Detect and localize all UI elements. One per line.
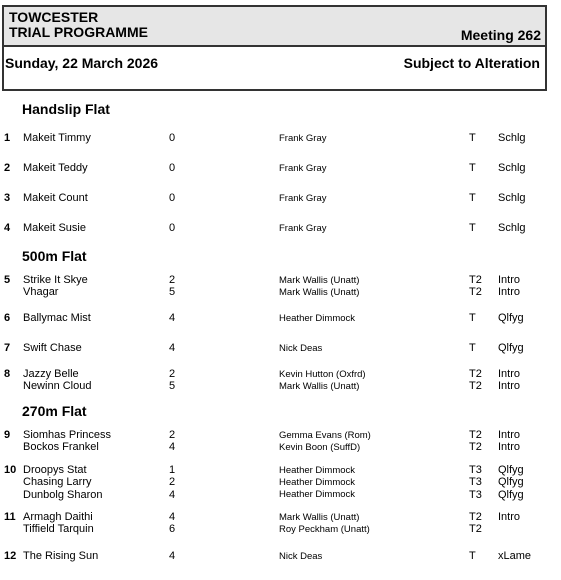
trial-grade: T: [469, 550, 476, 562]
trial-type: xLame: [498, 550, 532, 562]
trainer-name: Kevin Boon (SuffD): [279, 441, 361, 453]
dog-name: Jazzy Belle: [23, 368, 79, 380]
trainer-name: Roy Peckham (Unatt): [279, 523, 370, 535]
trap-number: 2: [169, 476, 176, 489]
trainer-name: Nick Deas: [279, 342, 323, 354]
trainer-name: Frank Gray: [279, 192, 327, 204]
trial-type: Qlfyg: [498, 312, 524, 324]
trial-number: 4: [4, 222, 11, 234]
venue-title: [9, 10, 148, 40]
programme-title: TRIAL PROGRAMME: [9, 24, 148, 40]
trial-number: 3: [4, 192, 11, 204]
trial-type: Schlg: [498, 132, 526, 144]
dog-name: The Rising Sun: [23, 550, 99, 562]
trap-number: 0: [169, 162, 176, 174]
trap-number: 0: [169, 132, 176, 144]
trap-number: 4: [169, 342, 176, 354]
trial-type: Intro: [498, 511, 521, 523]
trial-grade: T2: [469, 368, 482, 380]
trial-number: 9: [4, 429, 11, 441]
section-title: Handslip Flat: [22, 101, 110, 117]
trial-grade: T: [469, 312, 476, 324]
trial-number: 8: [4, 368, 11, 380]
meeting-date: Sunday, 22 March 2026: [5, 55, 159, 71]
dog-name: Makeit Susie: [23, 222, 86, 234]
trial-grade: T: [469, 132, 476, 144]
trial-type: Intro: [498, 286, 521, 299]
header-banner: [4, 7, 545, 47]
trainer-name: Mark Wallis (Unatt): [279, 380, 360, 392]
trial-type: Qlfyg: [498, 464, 524, 476]
trial-grade: T2: [469, 523, 482, 536]
section-title: 270m Flat: [22, 403, 87, 419]
trial-grade: T: [469, 192, 476, 204]
trial-grade: T3: [469, 488, 482, 501]
trial-type: Schlg: [498, 192, 526, 204]
trial-type: Intro: [498, 274, 521, 286]
trial-number: 6: [4, 312, 11, 324]
trial-grade: T2: [469, 286, 482, 299]
trap-number: 2: [169, 274, 176, 286]
trial-number: 10: [4, 464, 17, 476]
trainer-name: Heather Dimmock: [279, 489, 356, 501]
trial-number: 5: [4, 274, 11, 286]
trainer-name: Heather Dimmock: [279, 464, 356, 476]
trap-number: 1: [169, 464, 176, 476]
trial-type: Qlfyg: [498, 342, 524, 354]
dog-name: Makeit Count: [23, 192, 88, 204]
trial-grade: T: [469, 162, 476, 174]
trial-type: Qlfyg: [498, 476, 524, 489]
trial-type: Intro: [498, 380, 521, 393]
section-title: 500m Flat: [22, 248, 87, 264]
trainer-name: Mark Wallis (Unatt): [279, 511, 360, 523]
trial-type: Intro: [498, 441, 521, 454]
dog-name: Vhagar: [23, 286, 59, 299]
trainer-name: Frank Gray: [279, 132, 327, 144]
dog-name: Swift Chase: [23, 342, 82, 354]
trial-number: 2: [4, 162, 11, 174]
trial-type: Schlg: [498, 222, 526, 234]
dog-name: Bockos Frankel: [23, 441, 99, 454]
trap-number: 0: [169, 192, 176, 204]
trainer-name: Heather Dimmock: [279, 476, 356, 488]
dog-name: Siomhas Princess: [23, 429, 112, 441]
trap-number: 4: [169, 488, 176, 501]
trial-number: 7: [4, 342, 11, 354]
alteration-notice: Subject to Alteration: [403, 55, 540, 71]
trial-number: 11: [4, 511, 16, 523]
trap-number: 5: [169, 286, 176, 299]
trial-grade: T2: [469, 511, 482, 523]
trainer-name: Heather Dimmock: [279, 312, 356, 324]
trap-number: 4: [169, 312, 176, 324]
trial-type: Qlfyg: [498, 488, 524, 501]
trial-grade: T: [469, 342, 476, 354]
trainer-name: Nick Deas: [279, 550, 323, 562]
trap-number: 2: [169, 429, 176, 441]
trap-number: 4: [169, 511, 176, 523]
dog-name: Chasing Larry: [23, 476, 92, 489]
meeting-number: Meeting 262: [460, 27, 541, 43]
dog-name: Makeit Teddy: [23, 162, 88, 174]
trial-type: Schlg: [498, 162, 526, 174]
trap-number: 5: [169, 380, 176, 393]
trial-type: Intro: [498, 429, 521, 441]
dog-name: Strike It Skye: [23, 274, 88, 286]
trial-grade: T2: [469, 429, 482, 441]
dog-name: Dunbolg Sharon: [23, 488, 103, 501]
trial-grade: T3: [469, 464, 482, 476]
trial-number: 1: [4, 132, 11, 144]
trap-number: 2: [169, 368, 176, 380]
trap-number: 4: [169, 441, 176, 454]
trainer-name: Mark Wallis (Unatt): [279, 274, 360, 286]
trial-number: 12: [4, 550, 17, 562]
trainer-name: Frank Gray: [279, 222, 327, 234]
dog-name: Ballymac Mist: [23, 312, 91, 324]
trial-grade: T2: [469, 380, 482, 393]
trap-number: 4: [169, 550, 176, 562]
dog-name: Makeit Timmy: [23, 132, 91, 144]
trap-number: 6: [169, 523, 176, 536]
trial-grade: T2: [469, 441, 482, 454]
trainer-name: Gemma Evans (Rom): [279, 429, 371, 441]
trainer-name: Kevin Hutton (Oxfrd): [279, 368, 366, 380]
trial-grade: T2: [469, 274, 482, 286]
trap-number: 0: [169, 222, 176, 234]
programme-header: [2, 5, 547, 91]
trial-type: Intro: [498, 368, 521, 380]
dog-name: Tiffield Tarquin: [23, 523, 94, 536]
trial-grade: T3: [469, 476, 482, 489]
dog-name: Newinn Cloud: [23, 380, 92, 393]
trial-grade: T: [469, 222, 476, 234]
trainer-name: Mark Wallis (Unatt): [279, 286, 360, 298]
venue-name: TOWCESTER: [9, 9, 99, 25]
dog-name: Armagh Daithi: [23, 511, 93, 523]
dog-name: Droopys Stat: [23, 464, 87, 476]
trainer-name: Frank Gray: [279, 162, 327, 174]
